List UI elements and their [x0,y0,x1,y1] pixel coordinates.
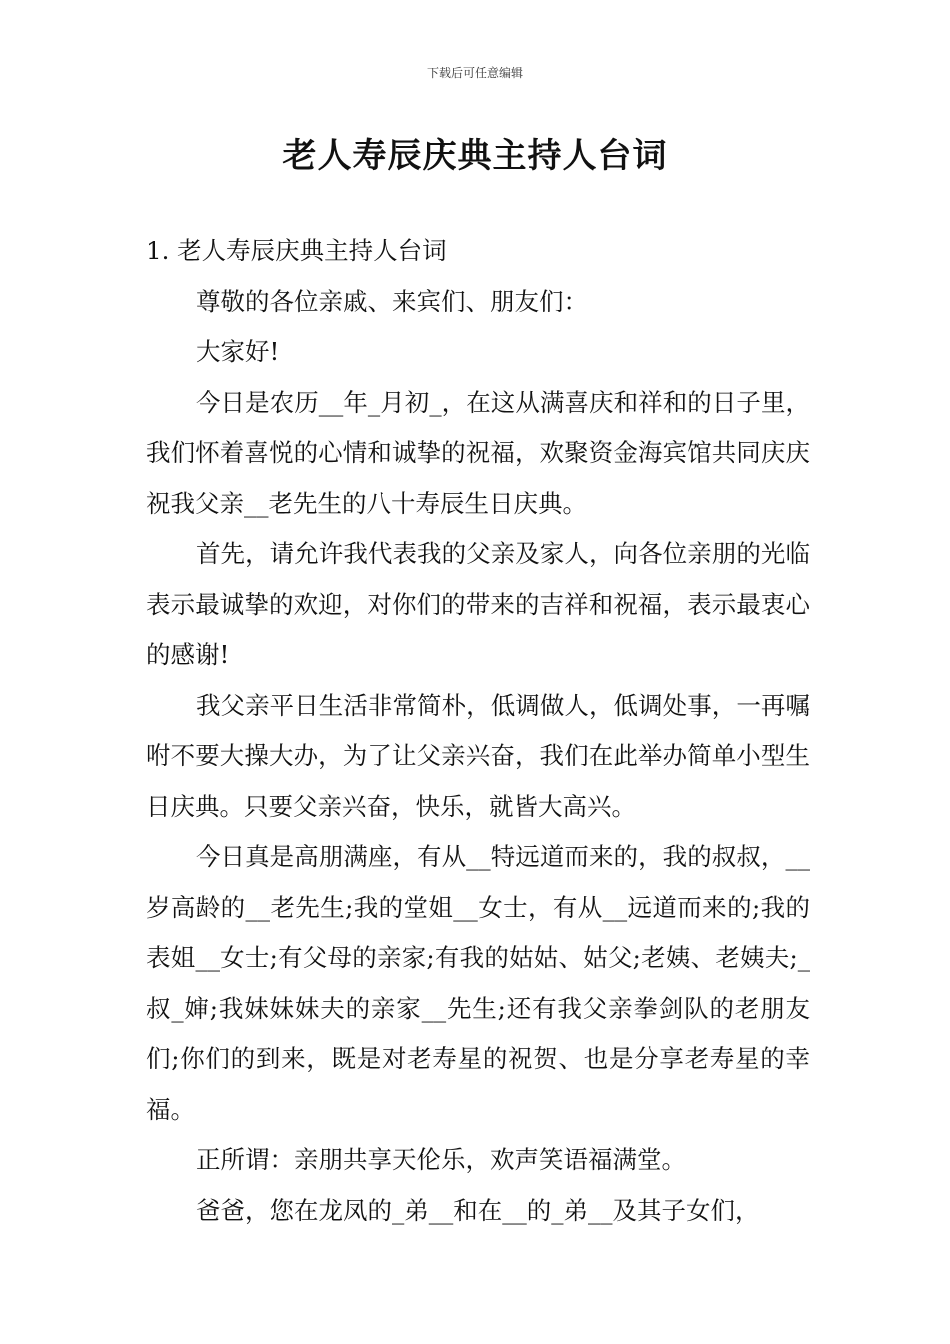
paragraph-occasion: 今日是农历__年_月初_，在这从满喜庆和祥和的日子里，我们怀着喜悦的心情和诚挚的祝福，欢聚资金海宾馆共同庆庆祝我父亲__老先生的八十寿辰生日庆典。 [146,387,810,518]
paragraph-father-address: 爸爸，您在龙凤的_弟__和在__的_弟__及其子女们， [196,1195,760,1225]
paragraph-welcome: 首先，请允许我代表我的父亲及家人，向各位亲朋的光临表示最诚挚的欢迎，对你们的带来的吉祥和祝福，表示最衷心的感谢! [146,539,810,669]
paragraph-guests: 今日真是高朋满座，有从__特远道而来的，我的叔叔，__岁高龄的__老先生;我的堂姐__女士，有从__远道而来的;我的表姐__女士;有父母的亲家;有我的姑姑、姑父;老姨、老姨夫;_叔_婶;我妹妹妹夫的亲家__先生;还有我父亲拳剑队的老朋友们;你们的到来，既是对老寿星的祝贺、也是分享老寿星的幸福。 [146,842,810,1124]
header-note: 下载后可任意编辑 [426,66,523,80]
document-title: 老人寿辰庆典主持人台词 [282,136,668,176]
paragraph-saying: 正所谓：亲朋共享天伦乐，欢声笑语福满堂。 [196,1145,686,1174]
paragraph-hello: 大家好! [196,337,280,366]
document-body [146,226,810,1236]
section-heading: 1. 老人寿辰庆典主持人台词 [146,236,447,265]
paragraph-greeting-address: 尊敬的各位亲戚、来宾们、朋友们： [196,286,588,316]
paragraph-father-simple: 我父亲平日生活非常简朴，低调做人，低调处事，一再嘱咐不要大操大办，为了让父亲兴奋，我们在此举办简单小型生日庆典。只要父亲兴奋，快乐，就皆大高兴。 [146,690,810,821]
